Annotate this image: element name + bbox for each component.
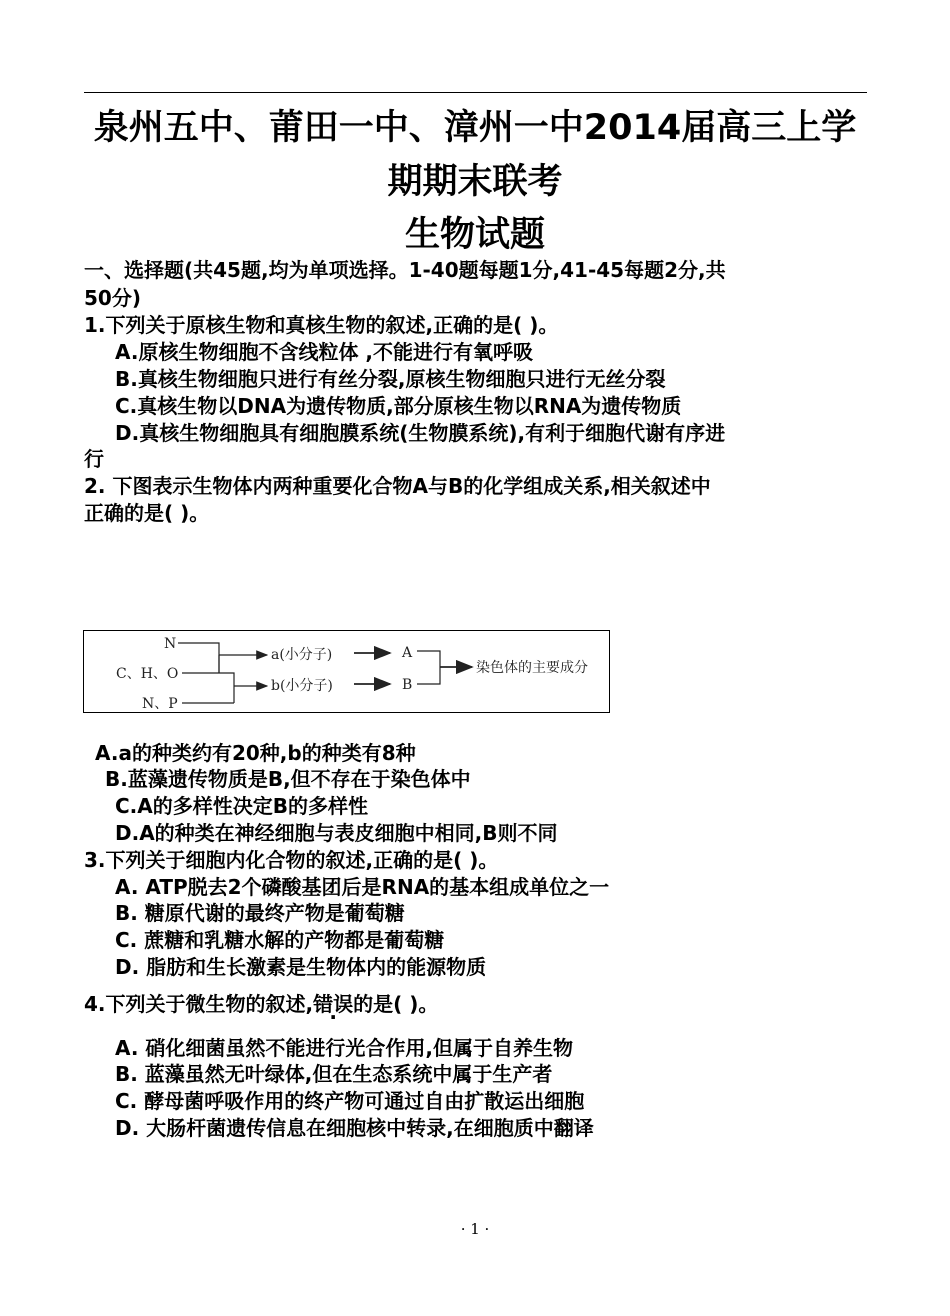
- title-line-2: 期期末联考: [387, 162, 563, 202]
- label-n: N: [164, 636, 177, 652]
- page-number: · 1 ·: [460, 1220, 490, 1238]
- q4-stem-pre: 4.下列关于微生物的叙述,: [84, 992, 314, 1016]
- label-big-a: A: [402, 645, 413, 661]
- label-result: 染色体的主要成分: [476, 660, 588, 676]
- q4-stem-emphasis: 错误: [313, 992, 354, 1016]
- q1-option-a: A.原核生物细胞不含线粒体 ,不能进行有氧呼吸: [115, 340, 534, 364]
- q4-stem-post: 的是( )。: [353, 992, 439, 1016]
- q1-option-c: C.真核生物以DNA为遗传物质,部分原核生物以RNA为遗传物质: [115, 394, 682, 418]
- cho-connector: [182, 673, 234, 703]
- q2-option-c: C.A的多样性决定B的多样性: [115, 794, 368, 818]
- q4-option-a: A. 硝化细菌虽然不能进行光合作用,但属于自养生物: [115, 1036, 574, 1060]
- q3-stem: 3.下列关于细胞内化合物的叙述,正确的是( )。: [84, 848, 499, 872]
- title-line-1: 泉州五中、莆田一中、漳州一中2014届高三上学: [93, 108, 857, 148]
- label-b-small: b(小分子): [271, 678, 333, 694]
- q4-option-b: B. 蓝藻虽然无叶绿体,但在生态系统中属于生产者: [115, 1062, 553, 1086]
- q1-option-b: B.真核生物细胞只进行有丝分裂,原核生物细胞只进行无丝分裂: [115, 367, 666, 391]
- q2-option-d: D.A的种类在神经细胞与表皮细胞中相同,B则不同: [115, 821, 558, 845]
- section-heading-line-1: 一、选择题(共45题,均为单项选择。1-40题每题1分,41-45每题2分,共: [84, 258, 726, 282]
- q1-stem: 1.下列关于原核生物和真核生物的叙述,正确的是( )。: [84, 313, 559, 337]
- q3-option-b: B. 糖原代谢的最终产物是葡萄糖: [115, 901, 405, 925]
- n-connector: [178, 643, 219, 673]
- label-a-small: a(小分子): [271, 647, 333, 663]
- q3-option-a: A. ATP脱去2个磷酸基团后是RNA的基本组成单位之一: [115, 875, 610, 899]
- q2-option-b: B.蓝藻遗传物质是B,但不存在于染色体中: [105, 767, 471, 791]
- q1-option-d-wrap: 行: [84, 447, 104, 471]
- subject-title: 生物试题: [404, 215, 545, 255]
- ab-bracket: [417, 651, 440, 684]
- q4-option-c: C. 酵母菌呼吸作用的终产物可通过自由扩散运出细胞: [115, 1089, 585, 1113]
- top-rule: [84, 92, 867, 93]
- q4-stem: [84, 991, 438, 1017]
- q4-option-d: D. 大肠杆菌遗传信息在细胞核中转录,在细胞质中翻译: [115, 1116, 594, 1140]
- compound-diagram: [83, 630, 610, 713]
- q2-stem: 2. 下图表示生物体内两种重要化合物A与B的化学组成关系,相关叙述中: [84, 474, 711, 498]
- label-big-b: B: [402, 677, 413, 693]
- section-heading-line-2: 50分): [84, 286, 141, 310]
- label-np: N、P: [142, 696, 178, 712]
- q2-stem-wrap: 正确的是( )。: [84, 501, 210, 525]
- q2-option-a: A.a的种类约有20种,b的种类有8种: [95, 741, 416, 765]
- q3-option-c: C. 蔗糖和乳糖水解的产物都是葡萄糖: [115, 928, 445, 952]
- q3-option-d: D. 脂肪和生长激素是生物体内的能源物质: [115, 955, 487, 979]
- q1-option-d: D.真核生物细胞具有细胞膜系统(生物膜系统),有利于细胞代谢有序进: [115, 421, 726, 445]
- diagram-svg: [84, 631, 611, 714]
- label-cho: C、H、O: [116, 666, 179, 682]
